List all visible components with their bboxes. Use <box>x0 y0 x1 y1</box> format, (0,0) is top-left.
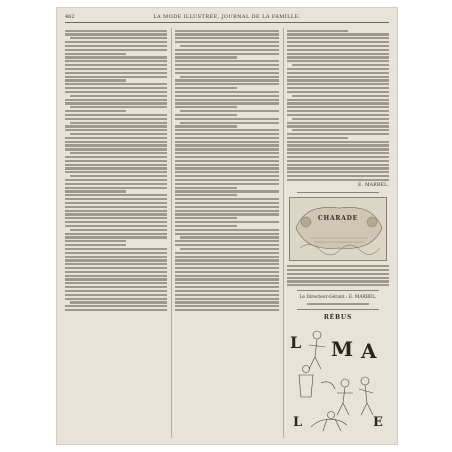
text-line <box>175 175 279 177</box>
text-line <box>65 282 167 284</box>
text-line <box>287 91 389 93</box>
text-line <box>287 102 389 104</box>
text-line <box>287 265 389 267</box>
text-line <box>287 171 389 173</box>
text-line <box>65 102 167 104</box>
text-line <box>65 164 167 166</box>
rebus-illustration <box>287 323 389 438</box>
text-line <box>180 76 279 78</box>
rebus-letter-a: A <box>361 339 377 364</box>
text-line <box>175 309 279 311</box>
rebus-letter-l-lower: L <box>293 415 303 431</box>
text-line <box>287 53 389 55</box>
text-line <box>292 64 389 66</box>
text-line <box>65 309 167 311</box>
text-line <box>65 156 167 158</box>
charade-ornament <box>290 198 388 260</box>
text-line <box>175 278 279 280</box>
text-line <box>175 53 279 55</box>
text-line <box>65 187 167 189</box>
text-line <box>175 114 237 116</box>
text-line <box>175 37 279 39</box>
text-line <box>65 137 167 139</box>
charade-engraving <box>289 197 387 261</box>
text-line <box>65 72 167 74</box>
text-line <box>175 187 237 189</box>
text-line <box>65 49 167 51</box>
text-line <box>65 263 167 265</box>
text-line <box>287 175 389 177</box>
text-line <box>287 284 389 286</box>
text-line <box>287 49 389 51</box>
text-line <box>65 194 167 196</box>
text-line <box>65 148 167 150</box>
text-line <box>175 213 279 215</box>
text-line <box>175 198 279 200</box>
text-line <box>65 30 167 32</box>
text-line <box>287 30 348 32</box>
text-line <box>65 60 167 62</box>
text-line <box>175 217 237 219</box>
text-line <box>287 68 389 70</box>
text-line <box>65 256 167 258</box>
text-line <box>65 125 167 127</box>
text-line <box>287 122 389 124</box>
text-line <box>65 202 167 204</box>
rebus-title: RÉBUS <box>323 314 353 322</box>
text-line <box>175 240 279 242</box>
text-line <box>175 106 237 108</box>
text-line <box>175 152 279 154</box>
text-line <box>175 229 279 231</box>
text-line <box>175 99 279 101</box>
text-line <box>65 64 167 66</box>
text-line <box>70 301 167 303</box>
text-line <box>175 87 237 89</box>
text-line <box>287 137 348 139</box>
text-line <box>65 213 167 215</box>
text-line <box>65 129 167 131</box>
text-line <box>287 72 389 74</box>
text-line <box>65 144 167 146</box>
text-line <box>65 190 126 192</box>
text-line <box>70 152 167 154</box>
text-line <box>65 79 126 81</box>
text-line <box>175 271 279 273</box>
text-column-1 <box>65 28 167 438</box>
text-line <box>70 106 167 108</box>
text-line <box>175 56 237 58</box>
text-line <box>175 133 279 135</box>
text-line <box>175 91 279 93</box>
text-line <box>65 206 167 208</box>
text-line <box>175 282 279 284</box>
text-line <box>65 68 167 70</box>
text-line <box>65 236 167 238</box>
text-line <box>70 95 167 97</box>
text-line <box>287 164 389 166</box>
text-line <box>287 110 389 112</box>
text-line <box>175 275 279 277</box>
text-line <box>175 64 279 66</box>
text-line <box>65 240 126 242</box>
text-line <box>65 286 167 288</box>
text-line <box>65 45 167 47</box>
section-divider <box>297 290 379 291</box>
text-line <box>287 114 389 116</box>
text-line <box>175 263 279 265</box>
text-line <box>180 248 279 250</box>
text-line <box>175 294 279 296</box>
page-number: 462 <box>65 14 75 20</box>
text-line <box>175 129 279 131</box>
text-line <box>175 144 279 146</box>
column-divider <box>171 28 172 438</box>
text-line <box>65 83 167 85</box>
text-line <box>65 248 167 250</box>
text-line <box>287 99 389 101</box>
text-line <box>175 156 279 158</box>
text-line <box>287 37 389 39</box>
text-line <box>287 41 389 43</box>
text-line <box>287 45 389 47</box>
text-column-2 <box>175 28 279 438</box>
text-line <box>175 290 279 292</box>
text-line <box>65 99 167 101</box>
text-line <box>287 33 389 35</box>
journal-title: LA MODE ILLUSTRÉE, JOURNAL DE LA FAMILLE. <box>153 14 301 20</box>
text-line <box>175 30 279 32</box>
text-line <box>175 206 279 208</box>
printer-imprint <box>307 303 368 305</box>
text-line <box>287 56 389 58</box>
text-line <box>65 110 126 112</box>
text-line <box>175 244 279 246</box>
text-line <box>65 225 167 227</box>
text-line <box>70 37 167 39</box>
text-line <box>175 252 279 254</box>
text-line <box>175 49 279 51</box>
text-line <box>287 144 389 146</box>
text-line <box>287 273 389 275</box>
text-line <box>175 60 279 62</box>
text-line <box>180 110 279 112</box>
story-continuation <box>287 30 389 181</box>
text-line <box>175 160 279 162</box>
text-line <box>287 141 389 143</box>
text-line <box>65 114 167 116</box>
text-line <box>65 294 167 296</box>
text-line <box>175 183 279 185</box>
text-line <box>175 210 279 212</box>
text-line <box>287 106 389 108</box>
text-line <box>287 280 389 282</box>
text-line <box>287 160 389 162</box>
text-line <box>175 305 279 307</box>
text-line <box>287 76 389 78</box>
author-signature: E. MARBEL. <box>358 183 389 189</box>
text-line <box>287 167 389 169</box>
text-line <box>65 87 167 89</box>
text-line <box>65 259 167 261</box>
text-line <box>292 118 389 120</box>
text-line <box>287 152 389 154</box>
text-line <box>287 269 389 271</box>
text-line <box>65 160 167 162</box>
text-line <box>65 183 167 185</box>
text-line <box>65 278 167 280</box>
text-line <box>65 141 167 143</box>
text-line <box>65 290 167 292</box>
text-line <box>175 233 279 235</box>
charade-title: CHARADE <box>317 215 359 223</box>
text-line <box>287 277 389 279</box>
text-line <box>65 76 167 78</box>
text-line <box>65 210 167 212</box>
text-line <box>175 118 279 120</box>
text-line <box>65 233 167 235</box>
text-line <box>287 125 389 127</box>
text-line <box>65 53 126 55</box>
text-line <box>70 133 167 135</box>
text-line <box>175 83 279 85</box>
text-line <box>175 41 279 43</box>
text-line <box>65 298 167 300</box>
text-line <box>175 141 279 143</box>
text-line <box>65 275 167 277</box>
text-line <box>175 301 279 303</box>
text-line <box>287 133 389 135</box>
text-line <box>65 56 167 58</box>
text-line <box>65 118 167 120</box>
text-line <box>175 221 279 223</box>
rebus-letter-l: L <box>290 333 302 353</box>
text-line <box>65 171 167 173</box>
text-line <box>287 156 389 158</box>
rebus-letter-e: E <box>373 415 383 431</box>
text-line <box>65 217 167 219</box>
text-line <box>175 79 279 81</box>
text-line <box>70 175 167 177</box>
text-line <box>65 41 167 43</box>
text-line <box>180 45 279 47</box>
newspaper-page <box>57 8 397 444</box>
text-line <box>175 256 279 258</box>
director-footer: Le Directeur-Gérant : E. MARBEL. <box>299 295 377 301</box>
text-line <box>175 194 237 196</box>
text-line <box>292 129 389 131</box>
text-line <box>70 229 167 231</box>
text-line <box>175 202 279 204</box>
text-line <box>175 225 237 227</box>
text-line <box>175 298 279 300</box>
text-line <box>65 167 167 169</box>
text-line <box>287 148 389 150</box>
text-line <box>65 244 126 246</box>
section-divider <box>297 192 379 193</box>
text-line <box>65 305 167 307</box>
page-header <box>65 12 389 23</box>
text-line <box>175 164 279 166</box>
text-line <box>180 122 279 124</box>
text-line <box>175 148 279 150</box>
charade-verse <box>287 265 389 286</box>
text-line <box>175 267 279 269</box>
text-line <box>175 259 279 261</box>
text-line <box>65 198 167 200</box>
text-line <box>175 171 279 173</box>
text-line <box>175 33 279 35</box>
text-line <box>175 68 279 70</box>
text-line <box>65 271 167 273</box>
text-line <box>175 190 279 192</box>
text-line <box>292 95 389 97</box>
text-line <box>175 95 279 97</box>
text-line <box>287 60 389 62</box>
text-line <box>175 125 237 127</box>
text-line <box>65 33 167 35</box>
text-line <box>175 179 279 181</box>
text-line <box>175 167 279 169</box>
text-line <box>287 79 389 81</box>
text-line <box>180 236 279 238</box>
text-line <box>65 221 167 223</box>
text-line <box>287 87 389 89</box>
text-line <box>175 286 279 288</box>
rebus-letter-m: M <box>331 337 354 362</box>
text-line <box>175 72 279 74</box>
text-line <box>65 91 167 93</box>
text-line <box>65 179 167 181</box>
text-line <box>287 83 389 85</box>
column-divider <box>283 28 284 438</box>
section-divider <box>297 309 379 310</box>
text-line <box>70 122 167 124</box>
text-line <box>65 267 167 269</box>
text-line <box>287 179 389 181</box>
text-line <box>65 252 167 254</box>
text-line <box>175 102 279 104</box>
text-line <box>175 137 279 139</box>
text-column-3 <box>287 28 389 438</box>
